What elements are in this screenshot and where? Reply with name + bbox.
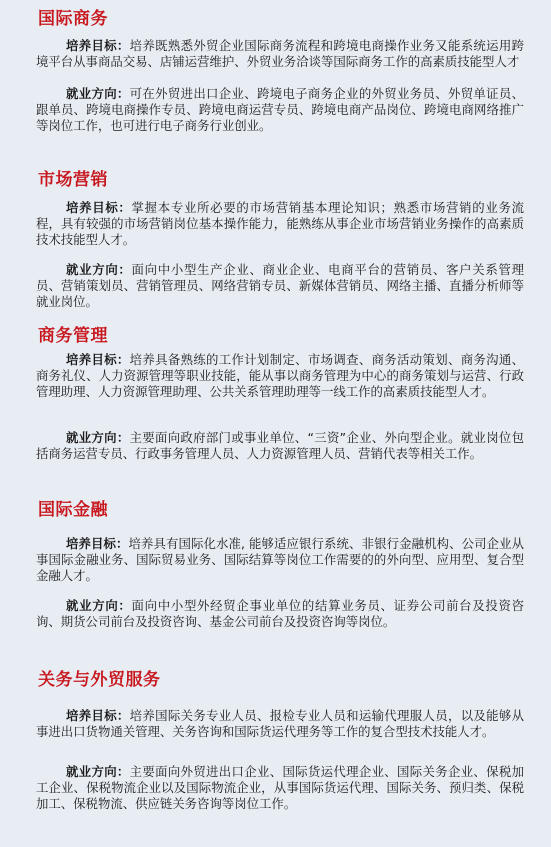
goal-label: 培养目标： bbox=[66, 352, 130, 367]
goal-text: 掌握本专业所必要的市场营销基本理论知识；熟悉市场营销的业务流程，具有较强的市场营销岗位基本操作能力，能熟练从事企业市场营销业务操作的高素质技术技能型人才。 bbox=[36, 200, 524, 247]
training-goal bbox=[36, 352, 524, 400]
job-label: 就业方向： bbox=[66, 86, 130, 101]
employment-direction bbox=[36, 430, 524, 462]
training-goal bbox=[36, 200, 524, 248]
goal-text: 培养既熟悉外贸企业国际商务流程和跨境电商操作业务又能系统运用跨境平台从事商品交易、店铺运营维护、外贸业务洽谈等国际商务工作的高素质技能型人才 bbox=[36, 38, 525, 69]
employment-direction bbox=[36, 262, 524, 310]
job-label: 就业方向： bbox=[66, 430, 130, 445]
job-label: 就业方向： bbox=[66, 764, 130, 779]
section-business-management bbox=[0, 320, 551, 495]
section-international-finance bbox=[0, 495, 551, 660]
section-international-business bbox=[0, 0, 551, 160]
goal-text: 培养国际关务专业人员、报检专业人员和运输代理服人员，以及能够从事进出口货物通关管理、关务咨询和国际货运代理务等工作的复合型技术技能人才。 bbox=[36, 708, 525, 739]
employment-direction bbox=[36, 86, 524, 134]
job-text: 面向中小型外经贸企事业单位的结算业务员、证券公司前台及投资咨询、期货公司前台及投资咨询、基金公司前台及投资咨询等岗位。 bbox=[36, 598, 524, 629]
training-goal bbox=[36, 536, 524, 584]
job-label: 就业方向： bbox=[66, 262, 132, 277]
employment-direction bbox=[36, 764, 524, 812]
goal-label: 培养目标： bbox=[66, 200, 132, 215]
goal-text: 培养具有国际化水准, 能够适应银行系统、非银行金融机构、公司企业从事国际金融业务、国际贸易业务、国际结算等岗位工作需要的的外向型、应用型、复合型金融人才。 bbox=[36, 536, 524, 583]
job-text: 面向中小型生产企业、商业企业、电商平台的营销员、客户关系管理员、营销策划员、营销管理员、网络营销专员、新媒体营销员、网络主播、直播分析师等就业岗位。 bbox=[36, 262, 524, 309]
section-title: 市场营销 bbox=[38, 170, 108, 190]
job-text: 可在外贸进出口企业、跨境电子商务企业的外贸业务员、外贸单证员、跟单员、跨境电商操作专员、跨境电商运营专员、跨境电商产品岗位、跨境电商网络推广等岗位工作，也可进行电子商务行业创业。 bbox=[36, 86, 525, 133]
goal-label: 培养目标： bbox=[66, 708, 130, 723]
job-text: 主要面向政府部门或事业单位、“三资”企业、外向型企业。就业岗位包括商务运营专员、行政事务管理人员、人力资源管理人员、营销代表等相关工作。 bbox=[36, 430, 525, 461]
section-title: 关务与外贸服务 bbox=[38, 670, 161, 690]
goal-text: 培养具备熟练的工作计划制定、市场调查、商务活动策划、商务沟通、商务礼仪、人力资源管理等职业技能，能从事以商务管理为中心的商务策划与运营、行政管理助理、人力资源管理助理、公共关系管理助理等一线工作的高素质技能型人才。 bbox=[36, 352, 525, 399]
training-goal bbox=[36, 38, 524, 70]
training-goal bbox=[36, 708, 524, 740]
job-text: 主要面向外贸进出口企业、国际货运代理企业、国际关务企业、保税加工企业、保税物流企业以及国际物流企业，从事国际货运代理、国际关务、预归类、保税加工、保税物流、供应链关务咨询等岗位工作。 bbox=[36, 764, 525, 811]
goal-label: 培养目标： bbox=[66, 536, 129, 551]
section-customs-trade-services bbox=[0, 660, 551, 847]
section-title: 国际金融 bbox=[38, 500, 108, 520]
employment-direction bbox=[36, 598, 524, 630]
section-title: 商务管理 bbox=[38, 326, 108, 346]
section-title: 国际商务 bbox=[38, 9, 108, 29]
section-marketing bbox=[0, 160, 551, 320]
job-label: 就业方向： bbox=[66, 598, 132, 613]
goal-label: 培养目标： bbox=[66, 38, 130, 53]
